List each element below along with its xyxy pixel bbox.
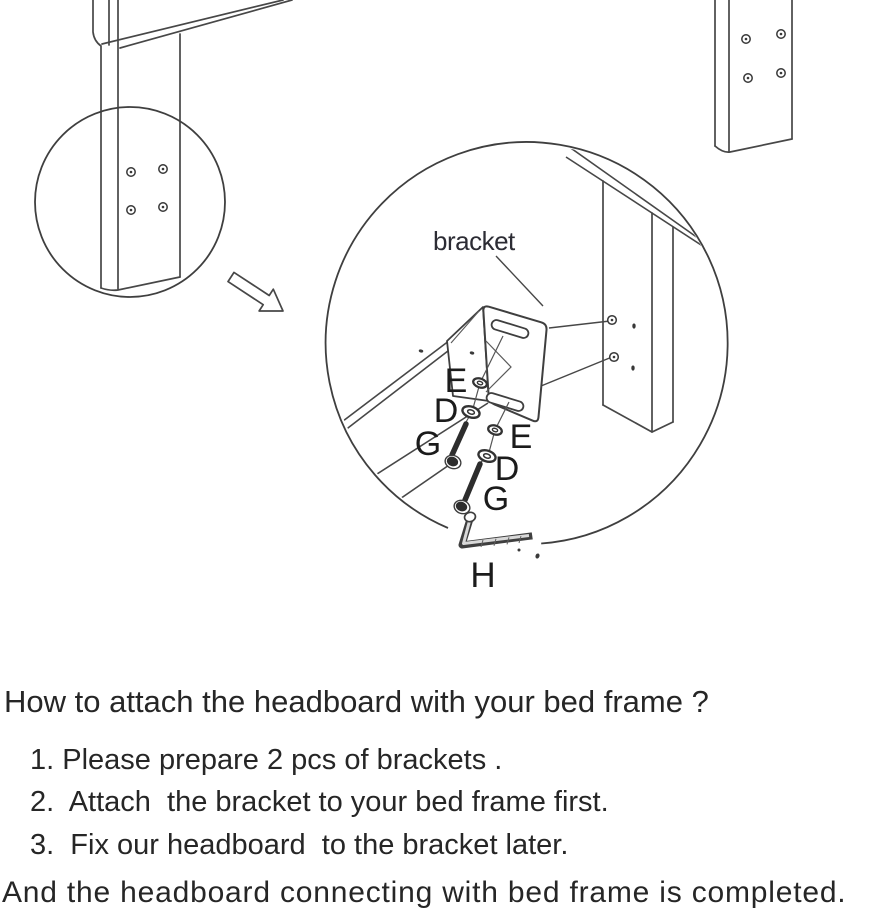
part-label-e2: E: [509, 418, 533, 456]
part-label-d1: D: [433, 392, 459, 430]
bracket-callout-label: bracket: [433, 226, 515, 256]
part-label-d2: D: [494, 450, 520, 488]
part-label-g1: G: [414, 425, 442, 463]
part-label-h: H: [470, 556, 496, 595]
instructions-footer: And the headboard connecting with bed frame is completed.: [2, 876, 847, 909]
instruction-step-2: 2. Attach the bracket to your bed frame first.: [30, 786, 609, 818]
part-label-e1: E: [444, 362, 468, 400]
instructions-heading: How to attach the headboard with your bed frame ?: [4, 684, 709, 719]
instruction-step-3: 3. Fix our headboard to the bracket later.: [30, 829, 569, 861]
instruction-step-1: 1. Please prepare 2 pcs of brackets .: [30, 744, 503, 776]
part-label-g2: G: [482, 480, 510, 518]
